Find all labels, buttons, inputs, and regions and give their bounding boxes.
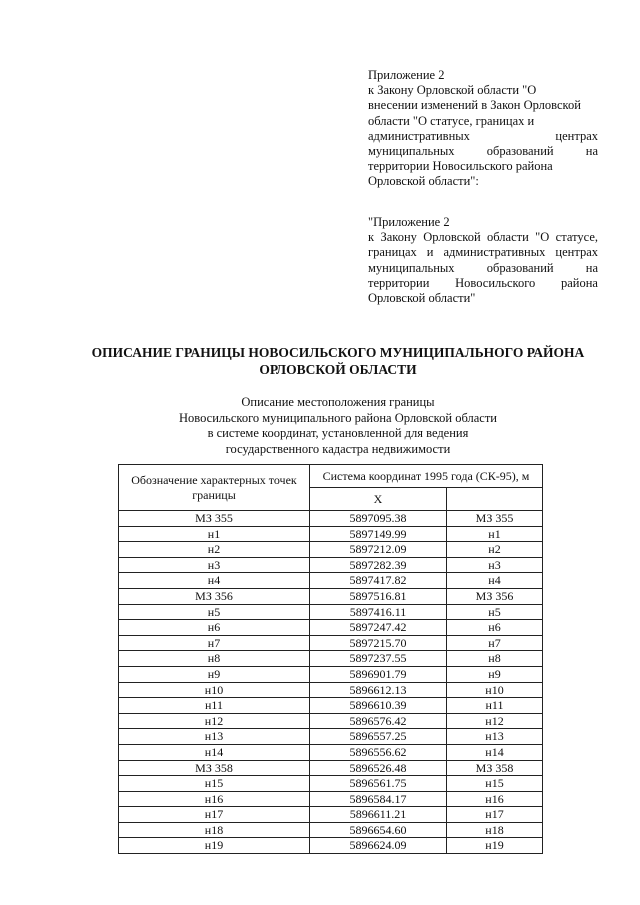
cell-y: МЗ 355 <box>447 511 543 527</box>
cell-x: 5896610.39 <box>310 698 447 714</box>
header-y <box>447 488 543 511</box>
appendix-1-line: территории Новосильского района <box>368 159 553 174</box>
cell-name: н8 <box>119 651 310 667</box>
table-row <box>119 729 543 745</box>
cell-name: МЗ 356 <box>119 588 310 604</box>
title-line-2: ОРЛОВСКОЙ ОБЛАСТИ <box>259 362 417 377</box>
cell-y: н18 <box>447 822 543 838</box>
header-coordinate-system: Система координат 1995 года (СК-95), м <box>310 465 543 488</box>
cell-x: 5897417.82 <box>310 573 447 589</box>
header-x: X <box>310 488 447 511</box>
table-row <box>119 573 543 589</box>
cell-y: н7 <box>447 635 543 651</box>
cell-x: 5896557.25 <box>310 729 447 745</box>
table-row <box>119 542 543 558</box>
appendix-1-line: к Закону Орловской области "О <box>368 83 537 98</box>
cell-name: н9 <box>119 666 310 682</box>
cell-name: н5 <box>119 604 310 620</box>
appendix-1-line: муниципальных образований на <box>368 144 598 159</box>
table-row <box>119 588 543 604</box>
cell-y: н8 <box>447 651 543 667</box>
cell-name: н11 <box>119 698 310 714</box>
cell-name: н12 <box>119 713 310 729</box>
table-row <box>119 604 543 620</box>
cell-x: 5897516.81 <box>310 588 447 604</box>
table-row <box>119 666 543 682</box>
cell-name: н14 <box>119 744 310 760</box>
cell-name: н4 <box>119 573 310 589</box>
table-row <box>119 744 543 760</box>
cell-x: 5897095.38 <box>310 511 447 527</box>
cell-name: н1 <box>119 526 310 542</box>
subtitle-line-2: Новосильского муниципального района Орловской области <box>179 410 497 425</box>
table-row <box>119 713 543 729</box>
table-row <box>119 620 543 636</box>
appendix-1-line: области "О статусе, границах и <box>368 113 535 128</box>
cell-y: н12 <box>447 713 543 729</box>
cell-x: 5897247.42 <box>310 620 447 636</box>
cell-y: н16 <box>447 791 543 807</box>
table-row <box>119 526 543 542</box>
cell-y: н17 <box>447 807 543 823</box>
cell-x: 5896612.13 <box>310 682 447 698</box>
table-row <box>119 822 543 838</box>
cell-x: 5897149.99 <box>310 526 447 542</box>
cell-x: 5897237.55 <box>310 651 447 667</box>
cell-name: н13 <box>119 729 310 745</box>
cell-name: н2 <box>119 542 310 558</box>
cell-x: 5896526.48 <box>310 760 447 776</box>
table-row <box>119 511 543 527</box>
table-row <box>119 807 543 823</box>
appendix-header-1 <box>368 68 598 190</box>
appendix-1-line: Орловской области": <box>368 174 479 189</box>
appendix-2-line: "Приложение 2 <box>368 215 450 229</box>
cell-name: н7 <box>119 635 310 651</box>
cell-y: н13 <box>447 729 543 745</box>
appendix-1-line: Приложение 2 <box>368 68 445 82</box>
cell-x: 5896654.60 <box>310 822 447 838</box>
cell-y: н11 <box>447 698 543 714</box>
cell-x: 5897212.09 <box>310 542 447 558</box>
cell-name: н18 <box>119 822 310 838</box>
title-line-1: ОПИСАНИЕ ГРАНИЦЫ НОВОСИЛЬСКОГО МУНИЦИПАЛЬНОГО РАЙОНА <box>91 345 585 360</box>
subtitle-line-4: государственного кадастра недвижимости <box>225 441 451 456</box>
cell-name: н10 <box>119 682 310 698</box>
table-row <box>119 791 543 807</box>
cell-y: н1 <box>447 526 543 542</box>
cell-y: н10 <box>447 682 543 698</box>
document-subtitle <box>60 395 616 457</box>
table-row <box>119 698 543 714</box>
cell-name: н16 <box>119 791 310 807</box>
appendix-1-line: внесении изменений в Закон Орловской <box>368 98 581 113</box>
cell-x: 5896624.09 <box>310 838 447 854</box>
table-row <box>119 557 543 573</box>
cell-x: 5896576.42 <box>310 713 447 729</box>
cell-x: 5896556.62 <box>310 744 447 760</box>
cell-x: 5896584.17 <box>310 791 447 807</box>
cell-y: н15 <box>447 776 543 792</box>
cell-y: н19 <box>447 838 543 854</box>
cell-y: н4 <box>447 573 543 589</box>
cell-y: н3 <box>447 557 543 573</box>
cell-y: н2 <box>447 542 543 558</box>
appendix-2-line: к Закону Орловской области "О статусе, <box>368 230 598 245</box>
cell-x: 5897215.70 <box>310 635 447 651</box>
appendix-2-line: Орловской области" <box>368 291 476 306</box>
cell-x: 5896901.79 <box>310 666 447 682</box>
table-row <box>119 635 543 651</box>
appendix-2-line: границах и административных центрах <box>368 245 598 260</box>
table-row <box>119 760 543 776</box>
cell-name: н15 <box>119 776 310 792</box>
cell-name: н6 <box>119 620 310 636</box>
cell-y: н14 <box>447 744 543 760</box>
table-row <box>119 776 543 792</box>
appendix-2-line: муниципальных образований на <box>368 260 598 275</box>
subtitle-line-3: в системе координат, установленной для ведения <box>207 426 469 440</box>
cell-y: МЗ 358 <box>447 760 543 776</box>
cell-name: н17 <box>119 807 310 823</box>
cell-y: н6 <box>447 620 543 636</box>
table-row <box>119 651 543 667</box>
cell-x: 5896561.75 <box>310 776 447 792</box>
table-row <box>119 838 543 854</box>
appendix-header-2 <box>368 215 598 306</box>
table-row <box>119 682 543 698</box>
header-point-name: Обозначение характерных точек границы <box>119 465 310 511</box>
document-title <box>60 344 616 378</box>
cell-name: МЗ 355 <box>119 511 310 527</box>
coordinates-table <box>118 464 543 854</box>
cell-x: 5896611.21 <box>310 807 447 823</box>
subtitle-line-1: Описание местоположения границы <box>241 395 435 409</box>
appendix-1-line: административных центрах <box>368 128 598 143</box>
appendix-2-line: территории Новосильского района <box>368 275 598 290</box>
cell-y: н5 <box>447 604 543 620</box>
cell-name: н3 <box>119 557 310 573</box>
cell-y: н9 <box>447 666 543 682</box>
cell-y: МЗ 356 <box>447 588 543 604</box>
cell-name: МЗ 358 <box>119 760 310 776</box>
cell-name: н19 <box>119 838 310 854</box>
cell-x: 5897282.39 <box>310 557 447 573</box>
cell-x: 5897416.11 <box>310 604 447 620</box>
